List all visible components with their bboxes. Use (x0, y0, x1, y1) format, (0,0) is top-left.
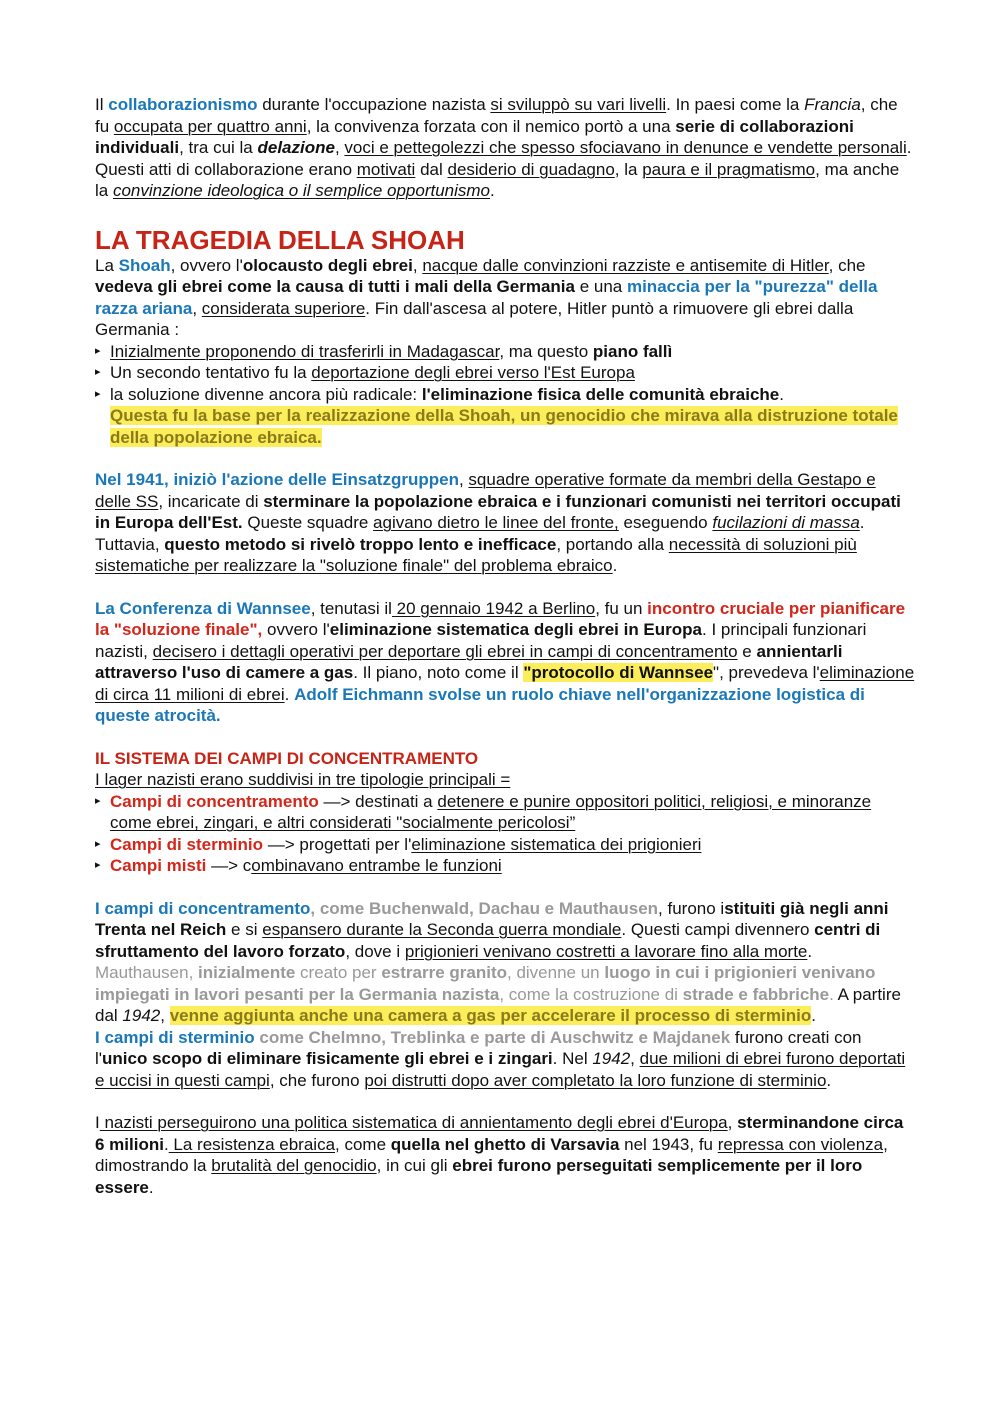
document-body (95, 94, 915, 1198)
section-title-campi: IL SISTEMA DEI CAMPI DI CONCENTRAMENTO (95, 748, 479, 768)
list-item: ▸ Un secondo tentativo fu la deportazione degli ebrei verso l'Est Europa (95, 362, 915, 384)
list-campi-types (95, 791, 915, 877)
paragraph-shoah-intro: La Shoah, ovvero l'olocausto degli ebrei, nacque dalle convinzioni razziste e antisemite di Hitler, che vedeva gli ebrei come la causa di tutti i mali della Germania e una minaccia per la "purezza" della razza ariana, considerata superiore. Fin dall'ascesa al potere, Hitler puntò a rimuovere gli ebrei dalla Germania : (95, 255, 878, 339)
list-item: ▸ Campi misti —> combinavano entrambe le funzioni (95, 855, 915, 877)
list-item: ▸ Campi di concentramento —> destinati a detenere e punire oppositori politici, religiosi, e minoranze come ebrei, zingari, e altri considerati "socialmente pericolosi” (95, 791, 915, 834)
list-item: ▸ Inizialmente proponendo di trasferirli in Madagascar, ma questo piano fallì (95, 341, 915, 363)
paragraph-campi-sterminio: I campi di sterminio come Chelmno, Treblinka e parte di Auschwitz e Majdanek furono creati con l'unico scopo di eliminare fisicamente gli ebrei e i zingari. Nel 1942, due milioni di ebrei furono deportati e uccisi in questi campi, che furono poi distrutti dopo aver completato la loro funzione di sterminio. (95, 1027, 906, 1090)
paragraph-conclusione: I nazisti perseguirono una politica sistematica di annientamento degli ebrei d'Europa, sterminandone circa 6 milioni. La resistenza ebraica, come quella nel ghetto di Varsavia nel 1943, fu repressa con violenza, dimostrando la brutalità del genocidio, in cui gli ebrei furono perseguitati semplicemente per il loro essere. (95, 1113, 904, 1197)
paragraph-einsatzgruppen: Nel 1941, iniziò l'azione delle Einsatzgruppen, squadre operative formate da membri della Gestapo e delle SS, incaricate di sterminare la popolazione ebraica e i funzionari comunisti nei territori occupati in Europa dell'Est. Queste squadre agivano dietro le linee del fronte, eseguendo fucilazioni di massa. Tuttavia, questo metodo si rivelò troppo lento e inefficace, portando alla necessità di soluzioni più sistematiche per realizzare la "soluzione finale" del problema ebraico. (95, 470, 901, 575)
paragraph-campi-concentramento: I campi di concentramento, come Buchenwald, Dachau e Mauthausen, furono istituiti già negli anni Trenta nel Reich e si espansero durante la Seconda guerra mondiale. Questi campi divennero centri di sfruttamento del lavoro forzato, dove i prigionieri venivano costretti a lavorare fino alla morte. Mauthausen, inizialmente creato per estrarre granito, divenne un luogo in cui i prigionieri venivano impiegati in lavori pesanti per la Germania nazista, come la costruzione di strade e fabbriche. A partire dal 1942, venne aggiunta anche una camera a gas per accelerare il processo di sterminio. (95, 898, 901, 1025)
highlighted-shoah-summary: Questa fu la base per la realizzazione della Shoah, un genocidio che mirava alla distruzione totale della popolazione ebraica. (110, 406, 898, 447)
list-item: ▸ Campi di sterminio —> progettati per l'eliminazione sistematica dei prigionieri (95, 834, 915, 856)
list-item: ▸ la soluzione divenne ancora più radicale: l'eliminazione fisica delle comunità ebraiche. (95, 384, 915, 406)
section-title-shoah: LA TRAGEDIA DELLA SHOAH (95, 224, 465, 255)
paragraph-lager-intro: I lager nazisti erano suddivisi in tre tipologie principali = (95, 770, 511, 789)
paragraph-collaborazionismo: Il collaborazionismo durante l'occupazione nazista si sviluppò su vari livelli. In paesi come la Francia, che fu occupata per quattro anni, la convivenza forzata con il nemico portò a una serie di collaborazioni individuali, tra cui la delazione, voci e pettegolezzi che spesso sfociavano in denunce e vendette personali. Questi atti di collaborazione erano motivati dal desiderio di guadagno, la paura e il pragmatismo, ma anche la convinzione ideologica o il semplice opportunismo. (95, 95, 912, 200)
list-hitler-plans (95, 341, 915, 406)
paragraph-wannsee: La Conferenza di Wannsee, tenutasi il 20 gennaio 1942 a Berlino, fu un incontro cruciale per pianificare la "soluzione finale", ovvero l'eliminazione sistematica degli ebrei in Europa. I principali funzionari nazisti, decisero i dettagli operativi per deportare gli ebrei in campi di concentramento e annientarli attraverso l'uso di camere a gas. Il piano, noto come il "protocollo di Wannsee", prevedeva l'eliminazione di circa 11 milioni di ebrei. Adolf Eichmann svolse un ruolo chiave nell'organizzazione logistica di queste atrocità. (95, 598, 915, 725)
